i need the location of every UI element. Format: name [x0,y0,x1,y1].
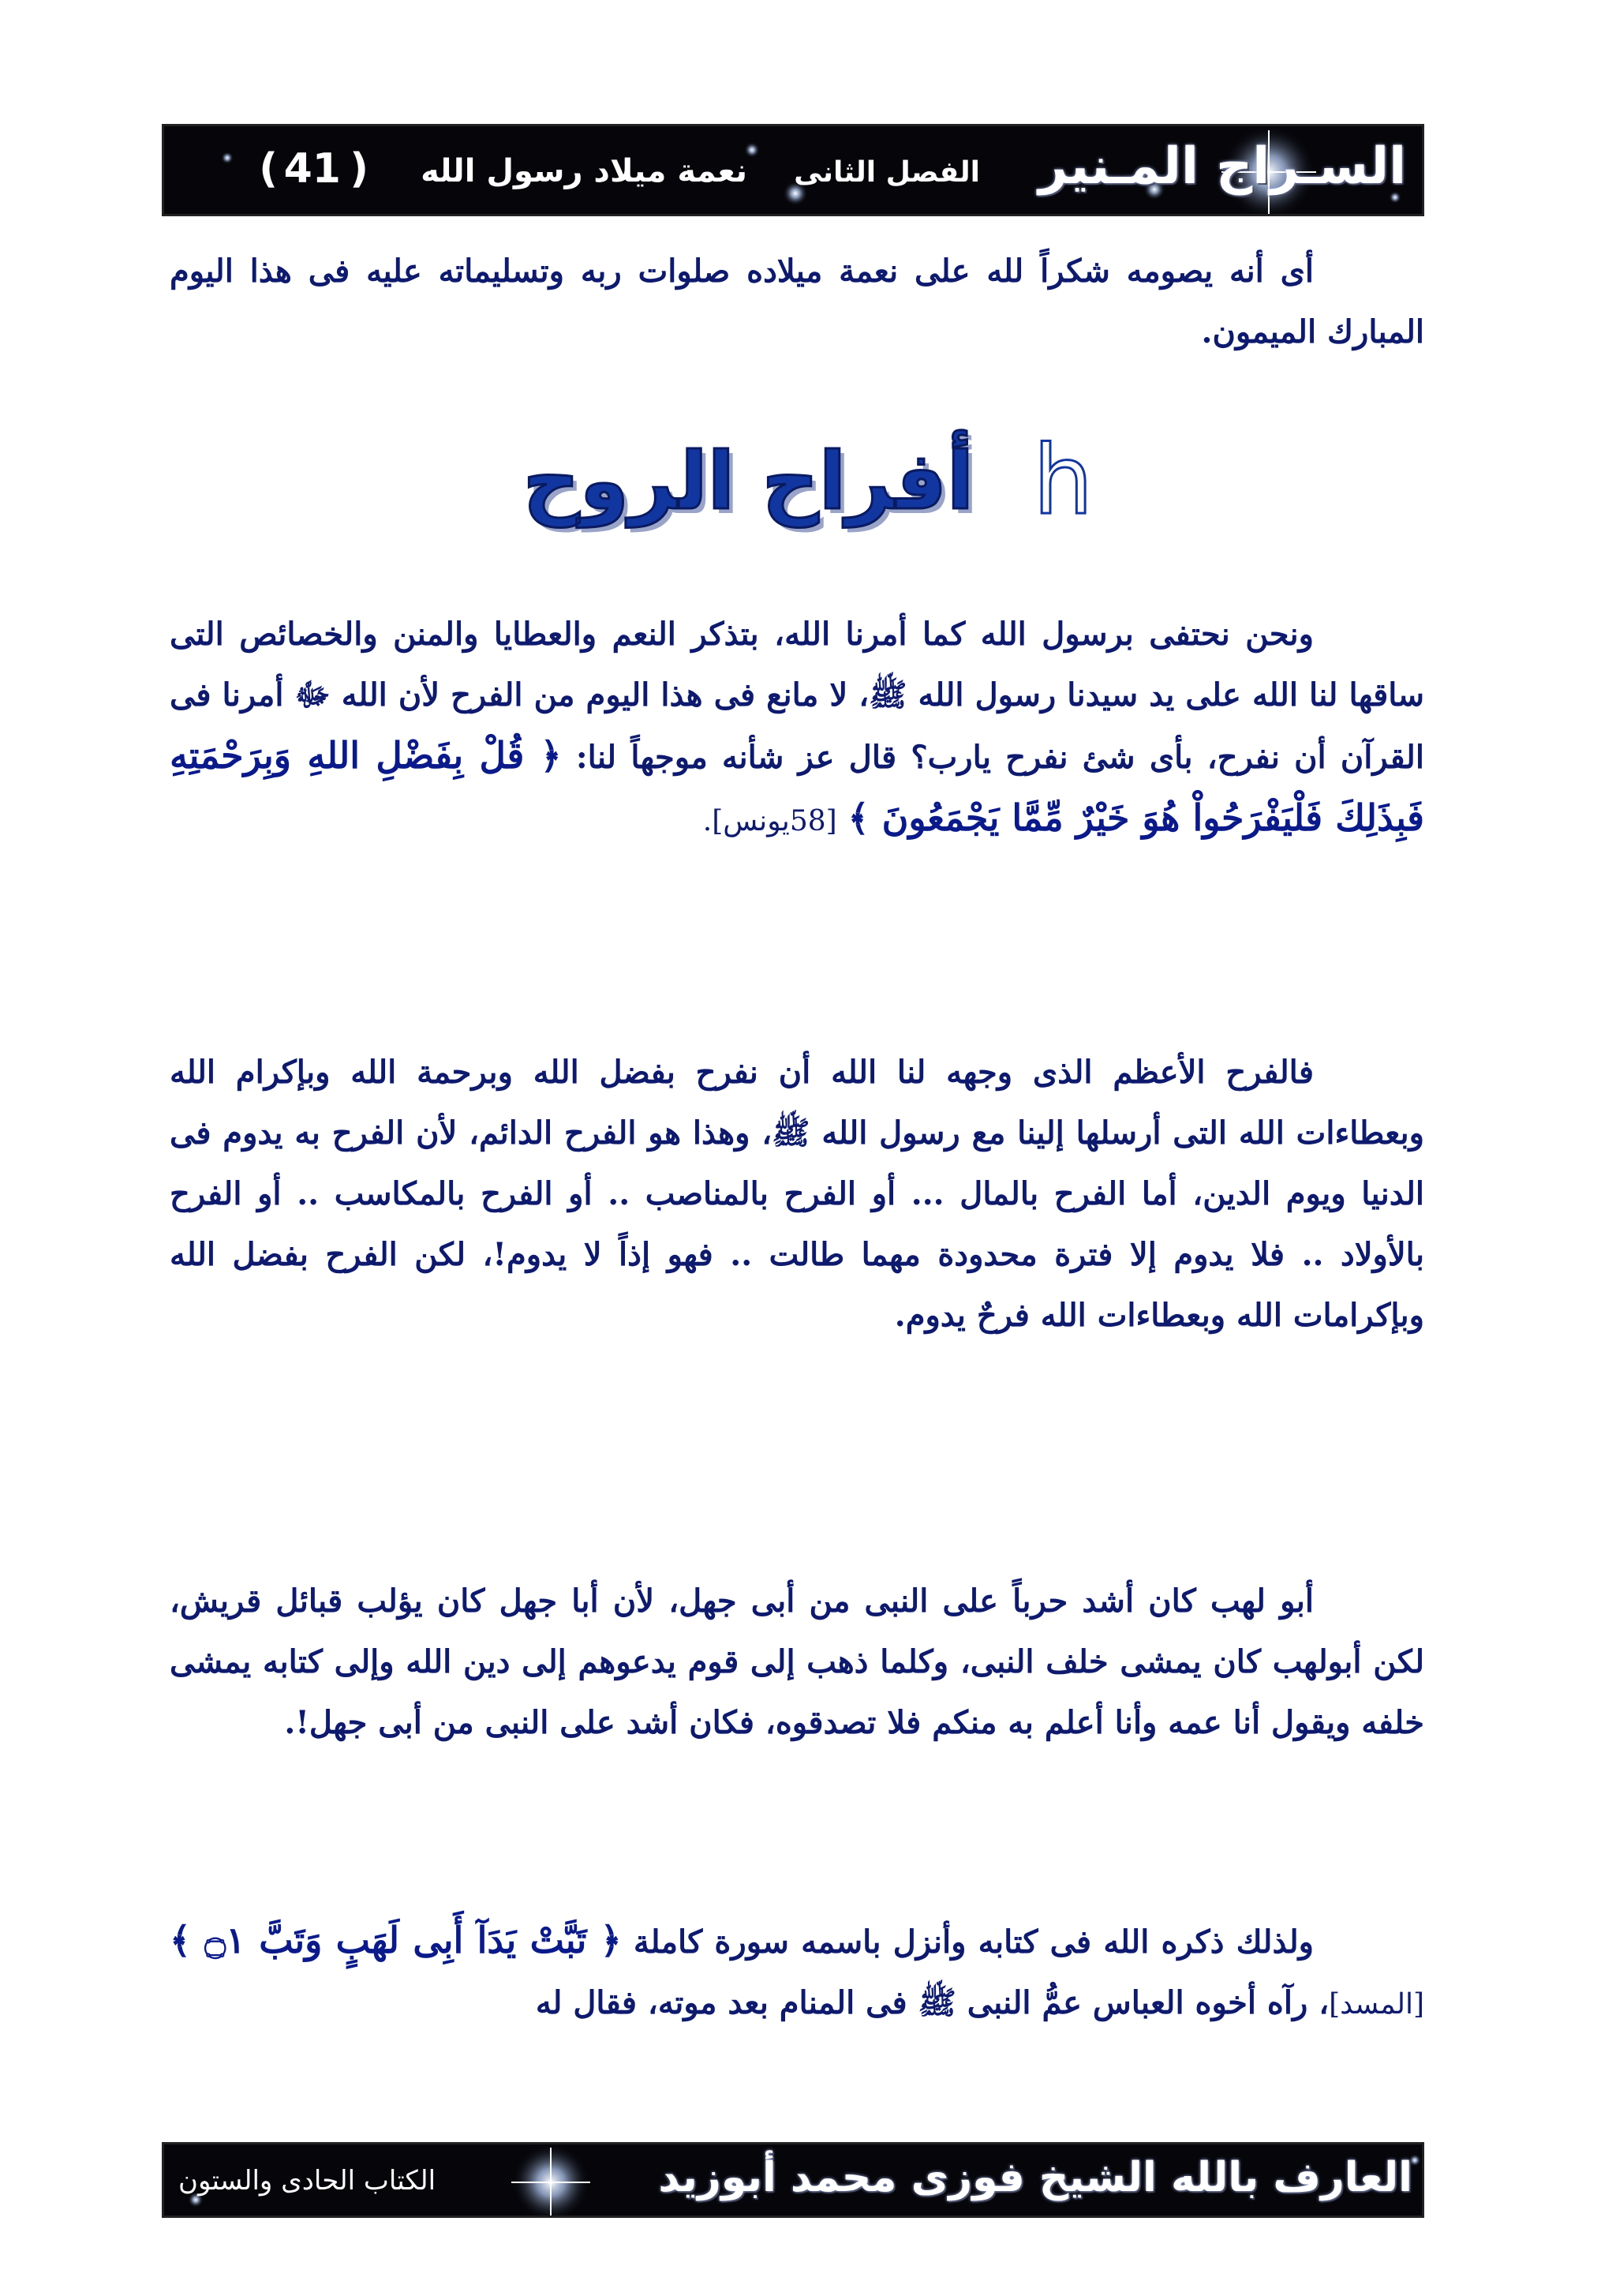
section-glyph-icon: h [1033,426,1094,536]
paragraph-3: أبو لهب كان أشد حرباً على النبى من أبى جهل، لأن أبا جهل كان يؤلب قبائل قريش، لكن أبولهب كان يمشى خلف النبى، وكلما ذهب إلى قوم يدعوهم إلى دين الله وإلى كتابه يمشى خلفه ويقول أنا عمه وأنا أعلم به منكم فلا تصدقوه، فكان أشد على النبى من أبى جهل!. [170,1582,1424,1741]
paragraph-4-rest: ، رآه أخوه العباس عمُّ النبى ﷺ فى المنام بعد موته، فقال له [535,1984,1330,2021]
chapter-label: الفصل الثانى [794,156,980,189]
book-label: الكتاب الحادى والستون [178,2165,436,2197]
page-number: 41 [283,145,341,193]
page-number-open-paren: ) [350,145,368,193]
paragraph-1 [170,604,1424,852]
paragraph-3-block [170,1571,1424,1753]
paragraph-4 [170,1910,1424,2035]
section-label: نعمة ميلاد رسول الله [421,153,747,189]
paragraph-4-block [170,1910,1424,2035]
paragraph-4-text: ولذلك ذكره الله فى كتابه وأنزل باسمه سورة كاملة [633,1923,1314,1961]
intro-paragraph: أى أنه يصومه شكراً لله على نعمة ميلاده صلوات ربه وتسليماته عليه فى هذا اليوم المبارك الميمون. [170,253,1424,350]
verse-reference-yunus: [58يونس]. [702,805,837,837]
quran-verse-yunus: ﴿ قُلْ بِفَضْلِ اللهِ وَبِرَحْمَتِهِ فَبِذَلِكَ فَلْيَفْرَحُواْ هُوَ خَيْرٌ مِّمَّا يَجْمَعُونَ ﴾ [170,734,1424,839]
verse-reference-masad: [المسد] [1329,1988,1424,2021]
page-number-close-paren: ( [259,145,278,193]
section-title: أفراح الروح [522,435,974,527]
paragraph-1-block [170,604,1424,852]
author-name: العارف بالله الشيخ فوزى محمد أبوزيد [658,2154,1412,2201]
footer-bar [162,2142,1424,2218]
quran-verse-masad: ﴿ تَبَّتْ يَدَآ أَبِى لَهَبٍ وَتَبَّ ۝١ ﴾ [170,1919,622,1961]
header-bar [162,124,1424,216]
paragraph-1-text: ونحن نحتفى برسول الله كما أمرنا الله، بتذكر النعم والعطايا والمنن والخصائص التى ساقها لنا الله على يد سيدنا رسول الله ﷺ، لا مانع فى هذا اليوم من الفرح لأن الله ﷻ أمرنا فى القرآن أن نفرح، بأى شئ نفرح يارب؟ قال عز شأنه موجهاً لنا: [170,616,1424,776]
paragraph-2-block [170,1042,1424,1346]
intro-block [170,241,1424,362]
book-title: السـراج المـنير [1038,137,1406,196]
paragraph-2: فالفرح الأعظم الذى وجهه لنا الله أن نفرح بفضل الله وبرحمة الله وبإكرام الله وبعطاءات الله التى أرسلها إلينا مع رسول الله ﷺ، وهذا هو الفرح الدائم، لأن الفرح به يدوم فى الدنيا ويوم الدين، أما الفرح بالمال ... أو الفرح بالمناصب .. أو الفرح بالمكاسب .. أو الفرح بالأولاد .. فلا يدوم إلا فترة محدودة مهما طالت .. فهو إذاً لا يدوم!، لكن الفرح بفضل الله وبإكرامات الله وبعطاءات الله فرحٌ يدوم. [170,1054,1425,1334]
section-heading [0,426,1616,552]
